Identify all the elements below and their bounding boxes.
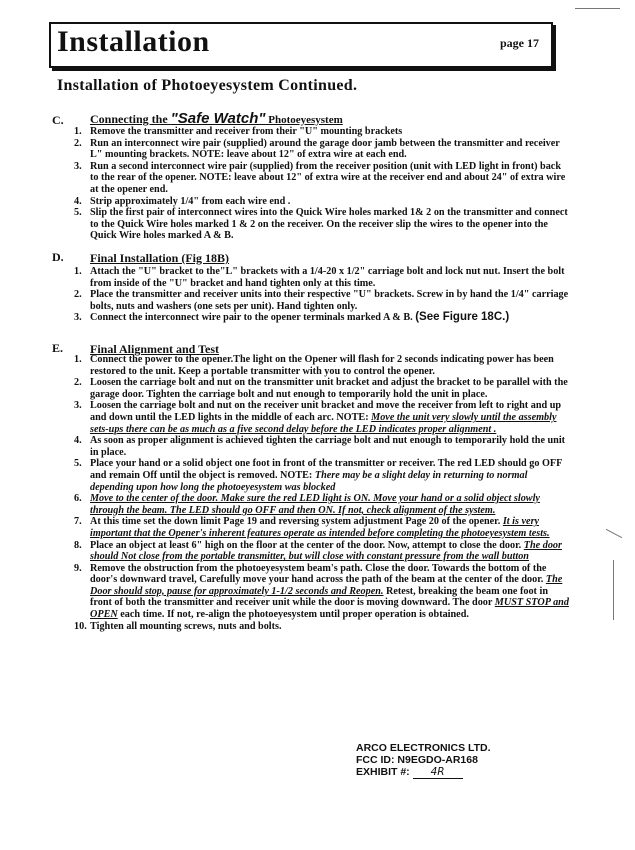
- section-heading-c: [90, 110, 343, 127]
- list-item: 4. Strip approximately 1/4" from each wire end .: [74, 195, 291, 207]
- list-item: 2. Place the transmitter and receiver units into their respective "U" brackets. Screw in by hand the 1/4" carriage bolts, nuts and washers (one sets per unit). Hand tighten only.: [74, 289, 569, 312]
- safe-watch-brand: "Safe Watch": [170, 110, 266, 127]
- list-item: 1. Attach the "U" bracket to the"L" brackets with a 1/4-20 x 1/2" carriage bolt and lock nut nut. Insert the bolt from inside of the "U" bracket and hand tighten only at this time.: [74, 266, 565, 289]
- list-item: 4. As soon as proper alignment is achieved tighten the carriage bolt and nut enough to temporarily hold the unit in place.: [74, 435, 566, 458]
- section-heading-d: Final Installation (Fig 18B): [90, 251, 230, 265]
- heading-post: Photoeyesystem: [265, 114, 343, 126]
- exhibit-number: 4R: [413, 766, 463, 779]
- figure-reference: (See Figure 18C.): [415, 311, 510, 324]
- section-c-list: [72, 126, 572, 242]
- scan-artifact: [575, 8, 620, 9]
- section-letter-c: C.: [52, 113, 64, 127]
- section-heading-e: Final Alignment and Test: [90, 342, 220, 356]
- fcc-id: FCC ID: N9EGDO-AR168: [356, 754, 478, 766]
- list-item: 2. Loosen the carriage bolt and nut on the transmitter unit bracket and adjust the bracket to be parallel with the garage door. Tighten the carriage bolt and nut enough to temporarily hold the unit in place.: [74, 377, 568, 400]
- list-item: 5. Place your hand or a solid object one foot in front of the transmitter or receiver. The red LED should go OFF and remain Off until the object is removed. NOTE: There may be a slight delay in returning to normal depending upon how long the photoeyesystem was blocked: [74, 458, 562, 493]
- company-name: ARCO ELECTRONICS LTD.: [356, 742, 491, 754]
- scan-artifact: [606, 529, 622, 538]
- list-item: 9. Remove the obstruction from the photoeyesystem beam's path. Close the door. Towards the bottom of the door's downward travel, Carefully move your hand across the path of the beam at the center of the door. The Door should stop, pause for approximately 1-1/2 seconds and Reopen. Retest, breaking the beam one foot in front of both the transmitter and receiver unit while the door is moving downward. The door MUST STOP and OPEN each time. If not, re-align the photoeyesystem until proper operation is obtained.: [74, 562, 569, 621]
- list-item: 10. Tighten all mounting screws, nuts and bolts.: [74, 620, 282, 632]
- section-subtitle: Installation of Photoeyesystem Continued.: [57, 77, 358, 94]
- exhibit-line: EXHIBIT #: 4R: [356, 766, 491, 779]
- list-item: 8. Place an object at least 6" high on the floor at the center of the door. Now, attempt to close the door. The door should Not close from the portable transmitter, but will close with constant pressure from the wall button: [74, 539, 562, 563]
- section-letter-e: E.: [52, 341, 64, 355]
- list-item: 3. Loosen the carriage bolt and nut on the receiver unit bracket and move the receiver from left to right and up and down until the LED lights in the middle of each arc. NOTE: Move the unit very slowly until the assembly sets-ups there can be as much as a five second delay before the LED indicates proper alignment .: [74, 400, 562, 435]
- list-item: 5. Slip the first pair of interconnect wires into the Quick Wire holes marked 1& 2 on the transmitter and connect to the Quick Wire holes marked 1 & 2 on the receiver. On the receiver slip the wires to the opener into the Quick Wire holes marked A & B.: [74, 207, 568, 242]
- heading-pre: Connecting the: [90, 112, 171, 126]
- page-title: Installation: [57, 25, 210, 58]
- header-box: [49, 22, 553, 68]
- section-d-list: [72, 266, 572, 324]
- exhibit-footer: [356, 742, 491, 779]
- list-item: 3. Connect the interconnect wire pair to the opener terminals marked A & B. (See Figure 18C.): [74, 311, 510, 324]
- list-item: 7. At this time set the down limit Page 19 and reversing system adjustment Page 20 of the opener. It is very important that the Opener's inherent features operate as intended before completing the photoeyesystem tests.: [74, 516, 550, 539]
- list-item: 1. Remove the transmitter and receiver from their "U" mounting brackets: [74, 126, 403, 137]
- section-letter-d: D.: [52, 250, 64, 264]
- list-item: 6. Move to the center of the door. Make sure the red LED light is ON. Move your hand or a solid object slowly through the beam. The LED should go OFF and then ON. If not, check alignment of the system.: [74, 493, 540, 516]
- scan-artifact: [613, 560, 614, 620]
- list-item: 2. Run an interconnect wire pair (supplied) around the garage door jamb between the transmitter and receiver L" mounting brackets. NOTE: leave about 12" of extra wire at each end.: [74, 137, 560, 161]
- page-number: page 17: [500, 36, 539, 50]
- list-item: 1. Connect the power to the opener.The light on the Opener will flash for 2 seconds indicating power has been restored to the unit. Keep a portable transmitter with you to control the opener.: [74, 354, 554, 377]
- list-item: 3. Run a second interconnect wire pair (supplied) from the receiver position (unit with LED light in front) back to the rear of the opener. NOTE: leave about 12" of extra wire at the receiver end and about 24" of extra wire at the opener end.: [74, 160, 566, 195]
- section-e-list: [72, 354, 572, 632]
